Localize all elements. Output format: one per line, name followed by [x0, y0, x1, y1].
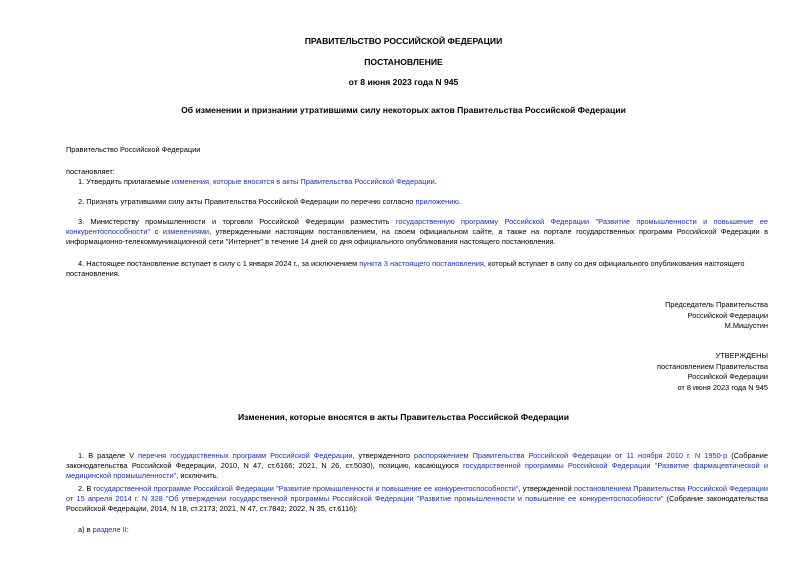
item-4-text: 4. Настоящее постановление вступает в силу с 1 января 2024 г., за исключением — [78, 259, 360, 268]
approved-date: от 8 июня 2023 года N 945 — [677, 383, 768, 393]
approved-heading: УТВЕРЖДЕНЫ — [715, 351, 768, 360]
change-3 — [66, 525, 768, 535]
resolution-328-link[interactable]: постановлением Правительства Российской Федерации от 15 апреля 2014 г. N 328 "Об утверждении государственной программы Российской Федерации "Развитие промышленности и повышение ее конкурентоспособности" — [66, 484, 769, 503]
item-2 — [66, 197, 768, 207]
state-program-link[interactable]: государственную программу Российской Федерации "Развитие промышленности и повышение ее конкурентоспособности" — [66, 217, 768, 236]
change-1-end: , исключить. — [176, 470, 219, 480]
change-1 — [66, 451, 768, 480]
gov-line: Правительство Российской Федерации — [66, 145, 201, 154]
approved-block — [657, 351, 768, 394]
gov-heading: ПРАВИТЕЛЬСТВО РОССИЙСКОЙ ФЕДЕРАЦИИ — [304, 36, 503, 46]
pharma-program-link[interactable]: государственной программы Российской Федерации "Развитие фармацевтической и медицинской промышленности" — [66, 460, 768, 480]
change-2-end: (Собрание законодательства Российской Федерации, 2014, N 18, ст.2173; 2021, N 47, ст.7842; 2022, N 35, ст.6116): — [66, 493, 768, 513]
amendments-link[interactable]: изменениями — [162, 226, 210, 236]
signature-name: М.Мишустин — [724, 321, 768, 331]
change-2-mid: , утвержденной — [518, 484, 574, 493]
item-3-mid: с — [150, 226, 163, 236]
order-1950-link[interactable]: распоряжением Правительства Российской Федерации от 11 ноября 2010 г. N 1950-р — [414, 451, 728, 460]
section-2-link[interactable]: разделе II — [92, 525, 127, 534]
signature-title: Председатель Правительства — [665, 300, 768, 309]
doc-title: Об изменении и признании утратившими силу некоторых актов Правительства Российской Федерации — [181, 105, 626, 115]
item-3 — [66, 217, 768, 246]
change-2-text: 2. В — [78, 484, 94, 493]
item-2-end: . — [458, 197, 461, 206]
item-1-end: . — [434, 177, 437, 186]
approved-by: постановлением Правительства — [657, 361, 768, 371]
item-1 — [66, 177, 768, 187]
change-1-text: 1. В разделе V — [78, 451, 139, 460]
change-3-end: : — [126, 525, 129, 534]
changes-title: Изменения, которые вносятся в акты Правительства Российской Федерации — [237, 412, 569, 422]
item-2-text: 2. Признать утратившими силу акты Правительства Российской Федерации по перечню согласно — [78, 197, 416, 206]
doc-date: от 8 июня 2023 года N 945 — [348, 77, 459, 87]
change-1-mid2: (Собрание законодательства Российской Федерации, 2010, N 47, ст.6166; 2021, N 26, ст.5030), позицию, касающуюся — [66, 451, 768, 470]
signature-org: Российской Федерации — [687, 310, 768, 320]
decides-line: постановляет: — [66, 167, 115, 176]
approved-org: Российской Федерации — [687, 372, 768, 382]
doc-type: ПОСТАНОВЛЕНИЕ — [364, 57, 443, 67]
item-1-text: 1. Утвердить прилагаемые — [78, 177, 172, 186]
clause-3-link[interactable]: пункта 3 настоящего постановления — [359, 259, 484, 268]
item-4-end: , который вступает в силу со дня официального опубликования настоящего постановления. — [66, 259, 745, 278]
item-3-end: , утвержденными настоящим постановлением, на своем официальном сайте, а также на портале государственных программ Российской Федерации в информационно-телекоммуникационной сети "Интернет" в течение 14 дней со дня официального опубликования настоящего постановления. — [66, 226, 768, 246]
signature-block — [665, 300, 768, 332]
changes-link[interactable]: изменения, которые вносятся в акты Правительства Российской Федерации — [171, 177, 435, 186]
appendix-link[interactable]: приложению — [415, 197, 459, 206]
change-3-text: а) в — [78, 525, 93, 534]
industry-program-link[interactable]: государственной программе Российской Федерации "Развитие промышленности и повышение ее конкурентоспособности" — [93, 484, 519, 493]
change-1-mid: , утвержденного — [352, 451, 415, 460]
change-2 — [66, 484, 768, 513]
item-4 — [66, 259, 768, 279]
programs-list-link[interactable]: перечня государственных программ Российской Федерации — [138, 451, 353, 460]
item-3-text: 3. Министерству промышленности и торговли Российской Федерации разместить — [78, 217, 396, 226]
